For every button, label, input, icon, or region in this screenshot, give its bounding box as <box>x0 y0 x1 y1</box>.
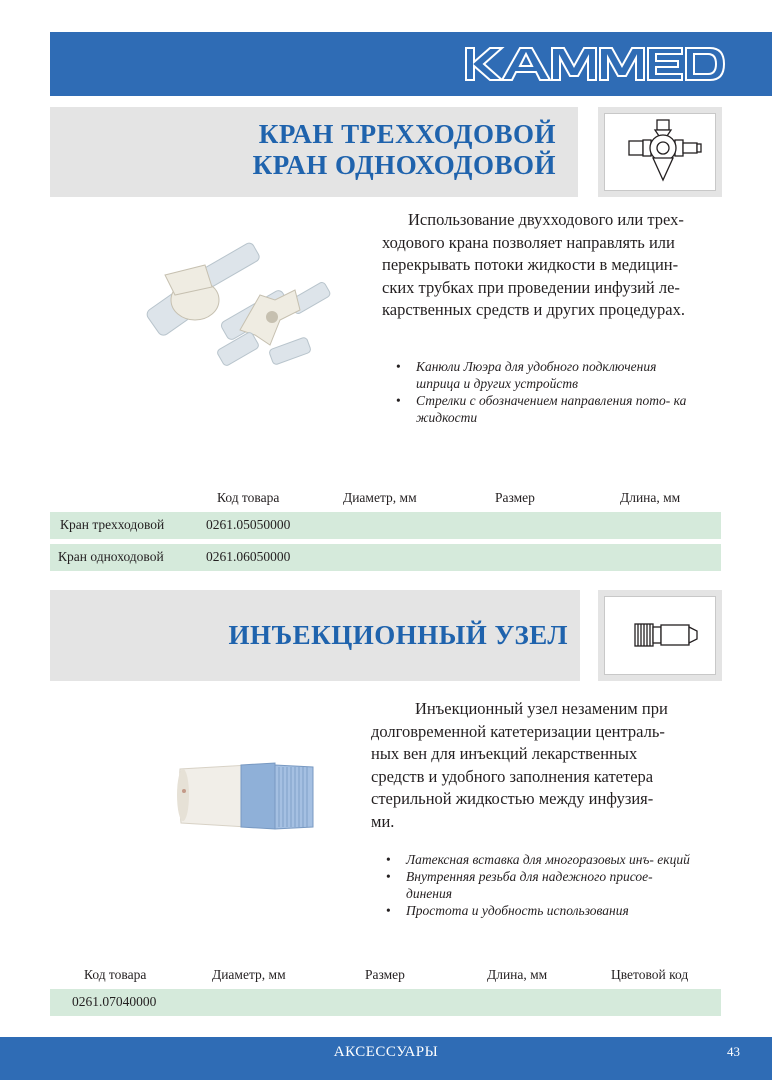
section1-title-line2: КРАН ОДНОХОДОВОЙ <box>252 150 556 180</box>
section2-title: ИНЪЕКЦИОННЫЙ УЗЕЛ <box>228 620 568 650</box>
table2-header-length: Длина, мм <box>487 967 548 982</box>
section1-title-box <box>50 107 578 197</box>
section2-features <box>380 851 698 919</box>
stopcock-diagram-icon <box>605 114 715 190</box>
footer-bar <box>0 1037 772 1080</box>
section2-icon-box <box>598 590 722 681</box>
table1-header-size: Размер <box>495 490 535 505</box>
section1-description: Использование двухходового или трех- ходового крана позволяет направлять или перекрывать потоки жидкости в медицин- ских трубках при проведении инфузий ле- карственных средств и других процедурах. <box>382 210 686 319</box>
table-row: Кран трехходовой 0261.05050000 <box>50 512 721 539</box>
table2-header-size: Размер <box>365 967 405 982</box>
table-row: 0261.07040000 <box>50 989 721 1016</box>
table1-header-diameter: Диаметр, мм <box>343 490 417 505</box>
table1-header-code: Код товара <box>217 490 280 505</box>
list-item: • Канюли Люэра для удобного подключения шприца и других устройств <box>390 358 700 392</box>
section1-features <box>390 358 700 426</box>
list-item: • Стрелки с обозначением направления пото- ка жидкости <box>390 392 700 426</box>
table1-header-length: Длина, мм <box>620 490 681 505</box>
page-number: 43 <box>727 1044 740 1059</box>
section1-title-line1: КРАН ТРЕХХОДОВОЙ <box>258 119 556 149</box>
header-banner <box>50 32 772 96</box>
list-item: • Внутренняя резьба для надежного присое- динения <box>380 868 698 902</box>
table2-header-code: Код товара <box>84 967 147 982</box>
table2-header-color-code: Цветовой код <box>611 967 689 982</box>
table2-header-diameter: Диаметр, мм <box>212 967 286 982</box>
stopcock-product-image <box>140 235 340 385</box>
injection-port-product-image <box>175 755 325 835</box>
list-item: • Простота и удобность использования <box>380 902 698 919</box>
kammed-logo <box>462 42 728 86</box>
section2-title-box <box>50 590 580 681</box>
section2-description: Инъекционный узел незаменим при долговременной катетеризации централь- ных вен для инъекций лекарственных средств и удобного заполнения катетера стерильной жидкостью между инфузия- ми. <box>371 699 668 831</box>
list-item: • Латексная вставка для многоразовых инъ- екций <box>380 851 698 868</box>
footer-section-label: АКСЕССУАРЫ <box>333 1044 439 1060</box>
table-row: Кран одноходовой 0261.06050000 <box>50 544 721 571</box>
injection-port-diagram-icon <box>605 597 715 674</box>
section1-icon-box <box>598 107 722 197</box>
